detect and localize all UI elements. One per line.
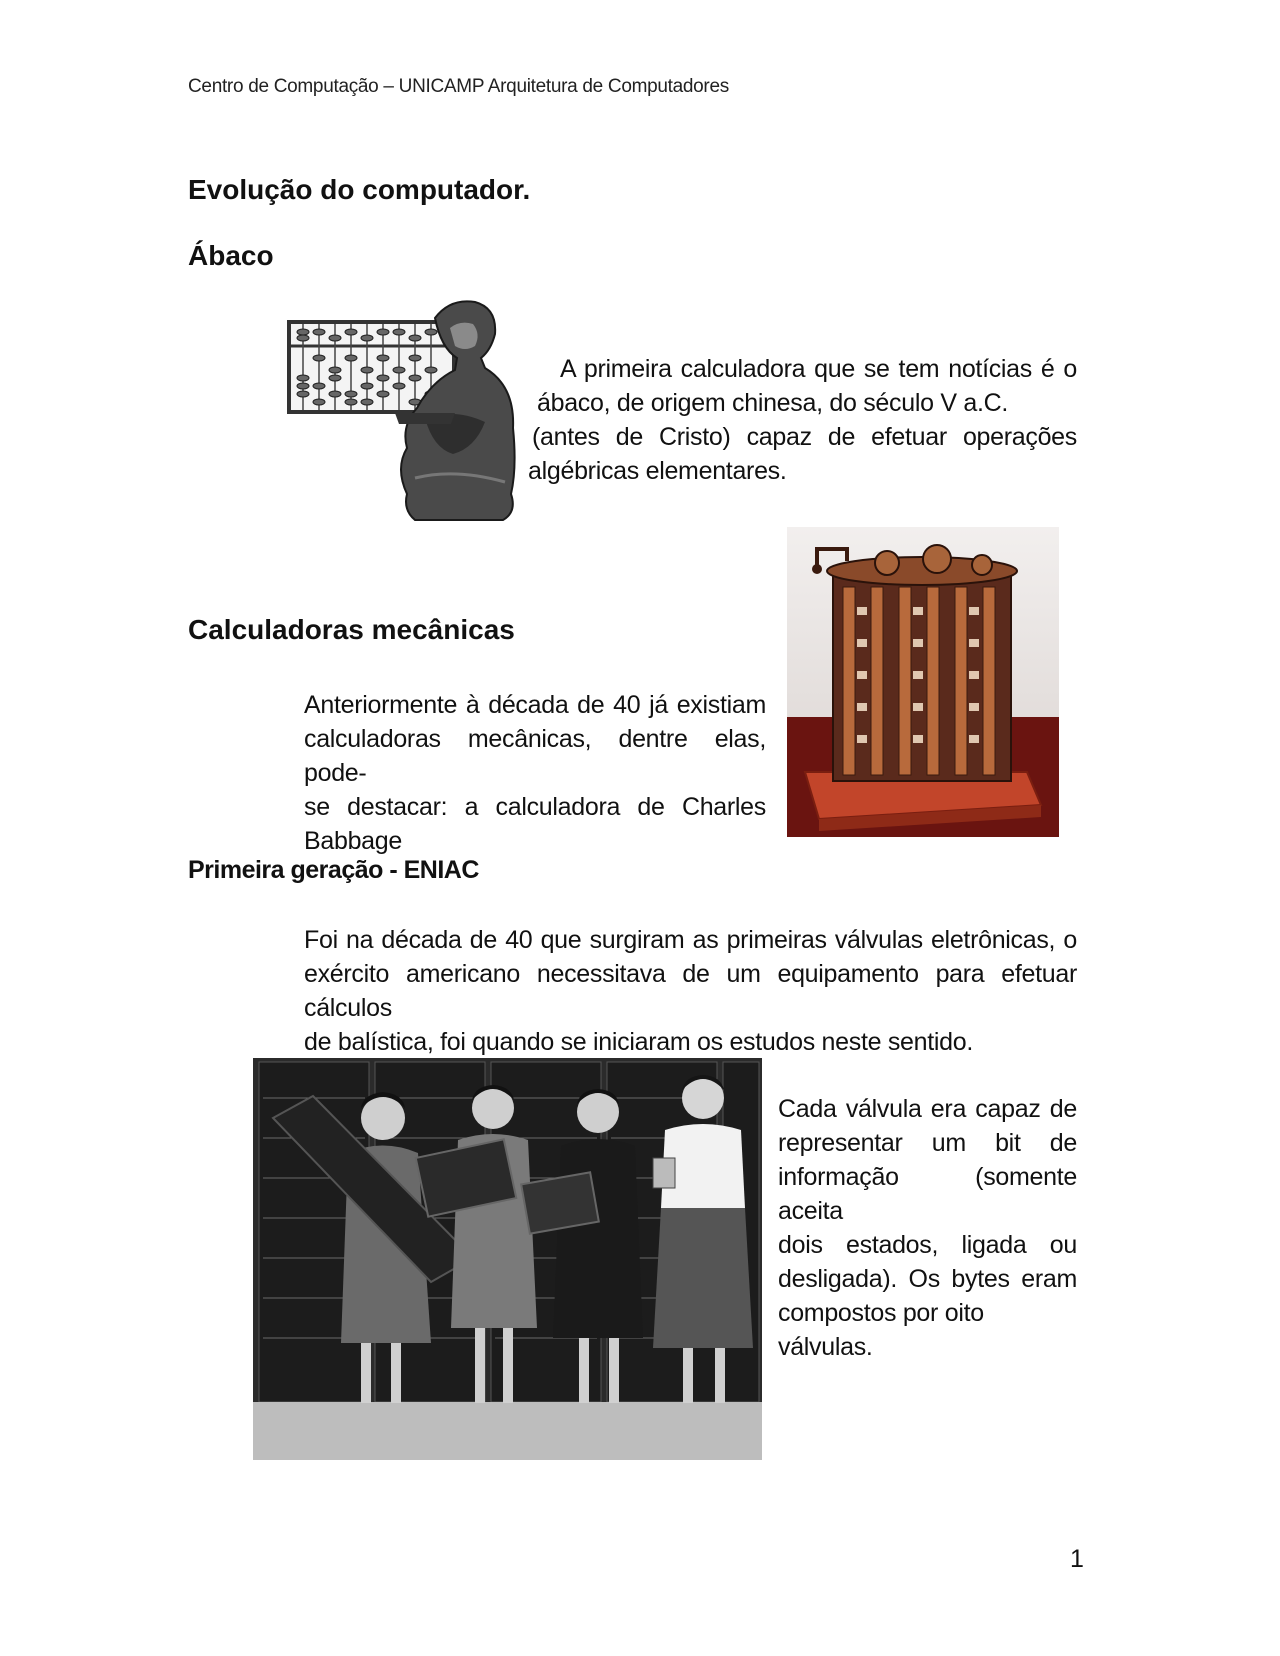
mecanicas-heading: Calculadoras mecânicas — [188, 614, 515, 645]
mecanicas-paragraph — [304, 688, 766, 858]
eniac-side-line-4: dois estados, ligada ou — [778, 1231, 1077, 1259]
abaco-heading: Ábaco — [188, 240, 274, 271]
abaco-line-2: ábaco, de origem chinesa, do século V a.C. — [537, 389, 1009, 417]
mecanicas-line-3: se destacar: a calculadora de Charles — [304, 793, 766, 821]
eniac-paragraph — [304, 923, 1077, 1059]
abaco-line-1: A primeira calculadora que se tem notícias é o — [560, 355, 1077, 383]
eniac-programmers-photo — [253, 1058, 762, 1460]
page-number: 1 — [1070, 1545, 1084, 1573]
page-header: Centro de Computação – UNICAMP Arquitetura de Computadores — [188, 76, 729, 97]
eniac-heading: Primeira geração - ENIAC — [188, 856, 479, 884]
eniac-side-paragraph — [778, 1092, 1077, 1364]
mecanicas-line-2: calculadoras mecânicas, dentre elas, pode- — [304, 725, 766, 787]
page-title: Evolução do computador. — [188, 174, 531, 205]
babbage-machine-image — [787, 527, 1059, 837]
mecanicas-line-1: Anteriormente à década de 40 já existiam — [304, 691, 766, 719]
eniac-side-line-3: informação (somente aceita — [778, 1163, 1077, 1225]
eniac-side-line-1: Cada válvula era capaz de — [778, 1095, 1077, 1123]
eniac-side-line-6: compostos por oito válvulas. — [778, 1299, 984, 1361]
mecanicas-line-4: Babbage — [304, 827, 402, 855]
eniac-side-line-5: desligada). Os bytes eram — [778, 1265, 1077, 1293]
abaco-line-4: algébricas elementares. — [528, 457, 787, 485]
eniac-line-3: de balística, foi quando se iniciaram os estudos neste sentido. — [304, 1028, 974, 1056]
abaco-paragraph — [528, 352, 1077, 488]
eniac-side-line-2: representar um bit de — [778, 1129, 1077, 1157]
abaco-line-3: (antes de Cristo) capaz de efetuar operações — [532, 423, 1077, 451]
eniac-line-2: exército americano necessitava de um equipamento para efetuar cálculos — [304, 960, 1077, 1022]
eniac-line-1: Foi na década de 40 que surgiram as primeiras válvulas eletrônicas, o — [304, 926, 1077, 954]
abacus-figure-image — [285, 298, 535, 524]
